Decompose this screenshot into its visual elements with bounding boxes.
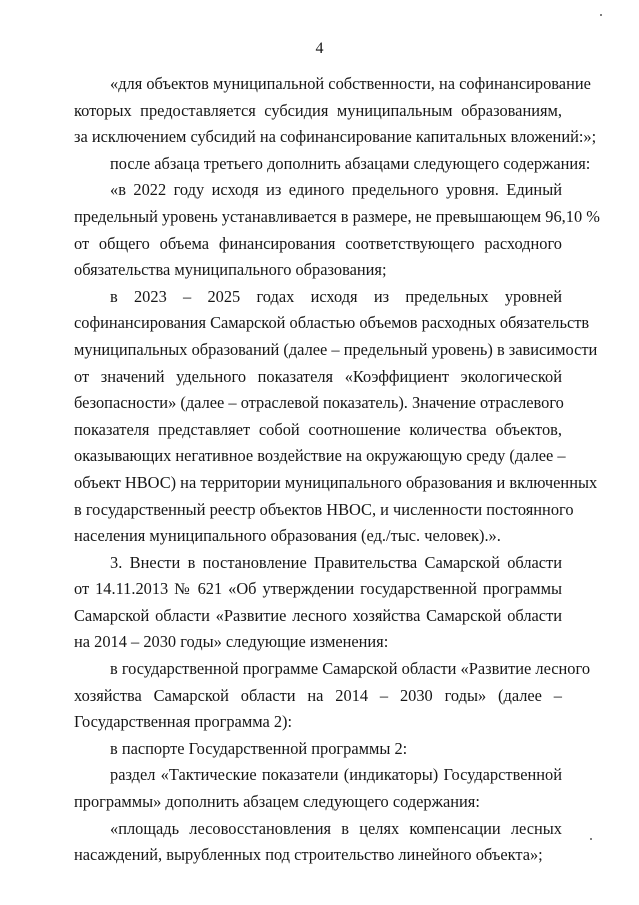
paragraph [74, 71, 597, 151]
text-line: предельный уровень устанавливается в размере, не превышающем 96,10 % [74, 206, 600, 226]
text-line: за исключением субсидий на софинансирование капитальных вложений:»; [74, 127, 597, 147]
text-line: Самарской области «Развитие лесного хозяйства Самарской области [74, 605, 562, 625]
text-line: безопасности» (далее – отраслевой показатель). Значение отраслевого [74, 393, 564, 413]
text-line: в 2023 – 2025 годах исходя из предельных уровней [110, 286, 562, 306]
text-line: в государственной программе Самарской области «Развитие лесного [110, 659, 591, 679]
text-line: насаждений, вырубленных под строительство линейного объекта»; [74, 845, 543, 865]
text-line: обязательства муниципального образования; [74, 260, 387, 280]
scan-speck [600, 14, 602, 16]
text-line: объект НВОС) на территории муниципального образования и включенных [74, 472, 598, 492]
text-line: хозяйства Самарской области на 2014 – 2030 годы» (далее – [74, 685, 562, 705]
text-line: оказывающих негативное воздействие на окружающую среду (далее – [74, 446, 566, 466]
text-line: от значений удельного показателя «Коэффициент экологической [74, 366, 562, 386]
paragraph [74, 284, 598, 550]
scan-speck [590, 838, 592, 840]
text-line: «для объектов муниципальной собственности, на софинансирование [110, 74, 591, 93]
text-line: на 2014 – 2030 годы» следующие изменения: [74, 632, 389, 652]
text-line: от 14.11.2013 № 621 «Об утверждении государственной программы [74, 579, 562, 599]
text-line: «площадь лесовосстановления в целях компенсации лесных [110, 818, 562, 838]
paragraph [74, 656, 591, 736]
text-line: Государственная программа 2): [74, 712, 293, 732]
paragraph [74, 816, 562, 869]
text-line: в государственный реестр объектов НВОС, и численности постоянного [74, 499, 574, 519]
text-line: «в 2022 году исходя из единого предельного уровня. Единый [110, 180, 562, 200]
paragraph [74, 762, 562, 815]
text-line: 3. Внести в постановление Правительства Самарской области [110, 552, 562, 572]
page-number: 4 [315, 40, 324, 57]
text-line: в паспорте Государственной программы 2: [110, 738, 408, 758]
text-line: муниципальных образований (далее – предельный уровень) в зависимости [74, 339, 598, 359]
paragraph [74, 177, 600, 283]
document-body [74, 71, 600, 869]
text-line: показателя представляет собой соотношение количества объектов, [74, 419, 562, 439]
paragraph [74, 550, 562, 656]
text-line: программы» дополнить абзацем следующего содержания: [74, 792, 480, 812]
text-line: после абзаца третьего дополнить абзацами следующего содержания: [110, 153, 591, 173]
text-line: раздел «Тактические показатели (индикаторы) Государственной [110, 765, 562, 785]
text-line: софинансирования Самарской областью объемов расходных обязательств [74, 313, 590, 333]
paragraph [74, 151, 591, 178]
paragraph [74, 736, 562, 763]
text-line: населения муниципального образования (ед./тыс. человек).». [74, 526, 501, 546]
text-line: от общего объема финансирования соответствующего расходного [74, 233, 562, 253]
text-line: которых предоставляется субсидия муниципальным образованиям, [74, 100, 562, 120]
